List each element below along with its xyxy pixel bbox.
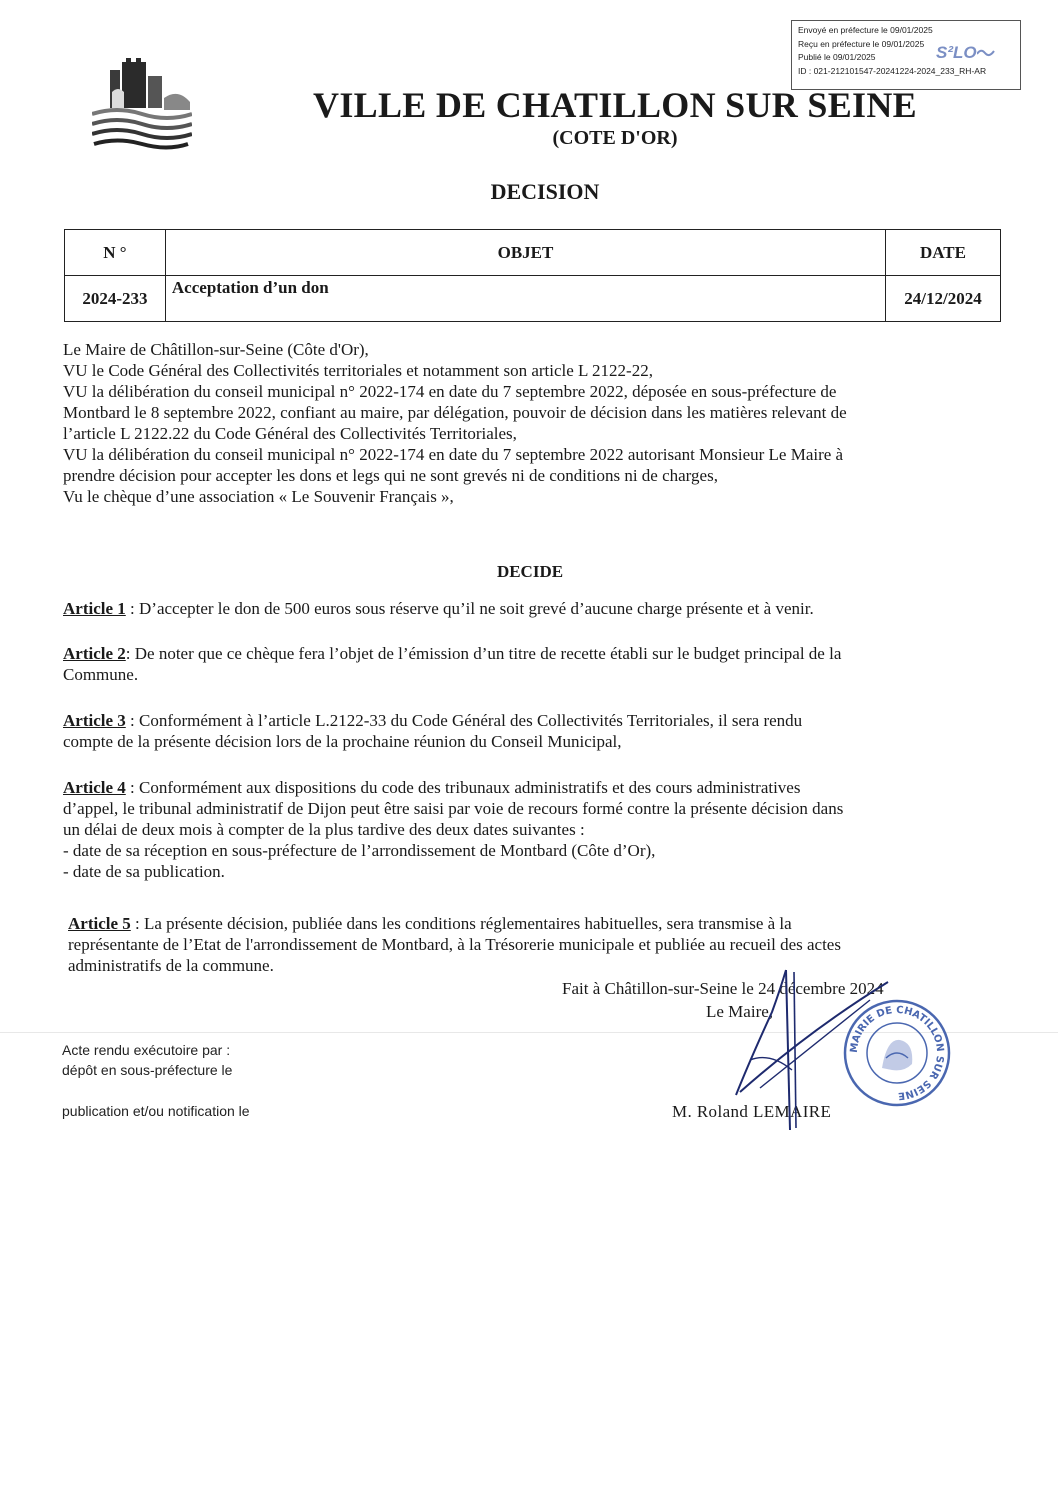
article-text: : De noter que ce chèque fera l’objet de l’émission d’un titre de recette établi sur le budget principal de la	[125, 644, 842, 663]
executory-line-2: dépôt en sous-préfecture le	[62, 1062, 233, 1078]
executory-line-1: Acte rendu exécutoire par :	[62, 1042, 231, 1058]
article-text: administratifs de la commune.	[68, 956, 274, 975]
mayor-title: Le Maire,	[706, 1002, 774, 1021]
article-text: : D’accepter le don de 500 euros sous réserve qu’il ne soit grevé d’aucune charge présente et à venir.	[125, 599, 814, 618]
stamp-published: Publié le 09/01/2025	[798, 52, 876, 62]
article-label: Article 5	[68, 914, 131, 933]
article-text: représentante de l’Etat de l'arrondissement de Montbard, à la Trésorerie municipale et publiée au recueil des actes	[68, 935, 841, 954]
article-text: : Conformément à l’article L.2122-33 du Code Général des Collectivités Territoriales, il sera rendu	[125, 711, 803, 730]
table-row	[65, 276, 1001, 322]
preamble-line: Vu le chèque d’une association « Le Souvenir Français »,	[63, 487, 454, 506]
article-text: Commune.	[63, 665, 139, 684]
article-line	[68, 913, 977, 934]
department-subtitle: (COTE D'OR)	[552, 127, 678, 149]
town-title: VILLE DE CHATILLON SUR SEINE	[313, 85, 917, 125]
document-type-heading: DECISION	[490, 179, 600, 204]
article-1	[63, 598, 977, 619]
article-label: Article 1	[63, 599, 126, 618]
s2low-wave-icon	[977, 48, 995, 58]
stamp-received: Reçu en préfecture le 09/01/2025	[798, 38, 925, 49]
decision-object: Acceptation d’un don	[165, 276, 885, 322]
article-3	[63, 710, 977, 752]
s2low-text: S²LO	[936, 43, 977, 62]
decision-number: 2024-233	[65, 276, 166, 322]
seal-text: MAIRIE DE CHATILLON SUR SEINE	[848, 1004, 946, 1102]
decide-heading: DECIDE	[496, 562, 564, 581]
article-text: d’appel, le tribunal administratif de Dijon peut être saisi par voie de recours formé contre la présente décision dans	[63, 799, 844, 818]
preamble-line: Le Maire de Châtillon-sur-Seine (Côte d'Or),	[63, 340, 369, 359]
article-text: : Conformément aux dispositions du code des tribunaux administratifs et des cours administratives	[125, 778, 801, 797]
preamble-line: prendre décision pour accepter les dons et legs qui ne sont grevés ni de conditions ni de charges,	[63, 466, 718, 485]
article-label: Article 3	[63, 711, 126, 730]
header-number: N °	[65, 230, 166, 276]
article-2	[63, 643, 977, 685]
article-4	[63, 777, 977, 882]
decision-date: 24/12/2024	[886, 276, 1001, 322]
preamble	[63, 339, 978, 507]
stamp-sent: Envoyé en préfecture le 09/01/2025	[798, 25, 933, 35]
preamble-line: VU la délibération du conseil municipal n° 2022-174 en date du 7 septembre 2022, déposée en sous-préfecture de	[63, 382, 837, 401]
article-line	[63, 710, 977, 731]
preamble-line: Montbard le 8 septembre 2022, confiant au maire, par délégation, pouvoir de décision dans les matières relevant de	[63, 403, 847, 422]
article-text: un délai de deux mois à compter de la plus tardive des deux dates suivantes :	[63, 820, 585, 839]
town-logo-icon	[92, 58, 192, 150]
preamble-line: VU la délibération du conseil municipal n° 2022-174 en date du 7 septembre 2022 autorisant Monsieur Le Maire à	[63, 445, 844, 464]
table-header-row	[65, 230, 1001, 276]
header-object: OBJET	[165, 230, 885, 276]
s2low-logo	[936, 43, 995, 63]
mayor-name: M. Roland LEMAIRE	[672, 1102, 832, 1121]
article-text: - date de sa réception en sous-préfecture de l’arrondissement de Montbard (Côte d’Or),	[63, 841, 656, 860]
stamp-id: ID : 021-212101547-20241224-2024_233_RH-AR	[798, 65, 987, 76]
place-and-date: Fait à Châtillon-sur-Seine le 24 décembre 2024	[562, 979, 884, 998]
header-date: DATE	[886, 230, 1001, 276]
preamble-line: l’article L 2122.22 du Code Général des Collectivités Territoriales,	[63, 424, 517, 443]
signature-icon	[700, 960, 900, 1140]
article-line	[63, 598, 977, 619]
article-label: Article 4	[63, 778, 126, 797]
article-text: compte de la présente décision lors de la prochaine réunion du Conseil Municipal,	[63, 732, 622, 751]
article-label: Article 2	[63, 644, 126, 663]
article-text: : La présente décision, publiée dans les conditions réglementaires habituelles, sera transmise à la	[130, 914, 792, 933]
article-text: - date de sa publication.	[63, 862, 225, 881]
decision-table	[64, 229, 1001, 322]
executory-line-3: publication et/ou notification le	[62, 1103, 250, 1119]
article-line	[63, 777, 977, 798]
article-line	[63, 643, 977, 664]
preamble-line: VU le Code Général des Collectivités territoriales et notamment son article L 2122-22,	[63, 361, 653, 380]
